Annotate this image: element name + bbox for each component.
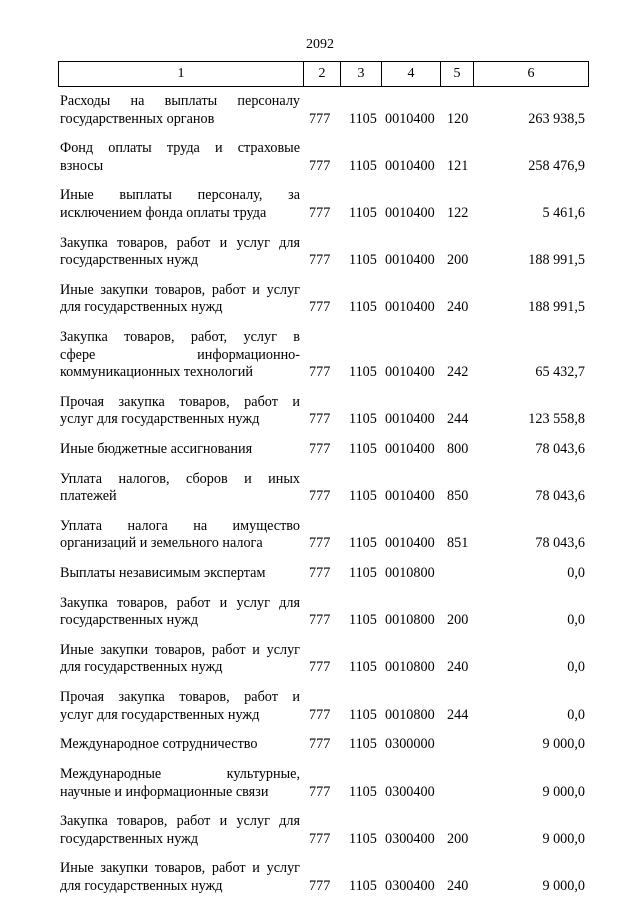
section-code: 1105 [349, 565, 377, 581]
row-description [60, 689, 300, 724]
row-description [60, 235, 300, 270]
expense-type-code: 240 [447, 877, 469, 894]
row-description [60, 642, 300, 677]
table-row [0, 282, 640, 317]
target-article-code: 0010800 [385, 565, 435, 581]
column-header-table [58, 61, 589, 87]
column-header-2: 2 [304, 62, 341, 87]
expense-type-code: 200 [447, 830, 469, 847]
table-row [0, 766, 640, 801]
row-description [60, 187, 300, 222]
table-row [0, 860, 640, 895]
expense-type-code: 120 [447, 110, 469, 127]
target-article-code: 0010400 [385, 157, 435, 174]
expense-type-code: 200 [447, 252, 469, 269]
row-description [60, 766, 300, 801]
table-row [0, 595, 640, 630]
table-row [0, 689, 640, 724]
description-line: платежей [60, 488, 117, 505]
row-description [60, 93, 300, 128]
description-line: Фонд оплаты труда и страховые [60, 140, 300, 157]
table-row [0, 471, 640, 506]
description-line: Иные закупки товаров, работ и услуг [60, 860, 300, 877]
row-description [60, 394, 300, 429]
expense-type-code: 240 [447, 659, 469, 676]
amount-value: 0,0 [567, 659, 585, 676]
expense-type-code: 244 [447, 706, 469, 723]
description-line: научные и информационные связи [60, 783, 269, 800]
description-line: для государственных нужд [60, 877, 223, 894]
amount-value: 0,0 [567, 612, 585, 629]
ministry-code: 777 [309, 877, 331, 894]
row-description [60, 282, 300, 317]
row-description [60, 813, 300, 848]
section-code: 1105 [349, 299, 377, 316]
target-article-code: 0010800 [385, 706, 435, 723]
ministry-code: 777 [309, 252, 331, 269]
target-article-code: 0010400 [385, 488, 435, 505]
description-line: государственных нужд [60, 830, 199, 847]
description-line: Международные культурные, [60, 766, 300, 782]
description-line: услуг для государственных нужд [60, 706, 260, 723]
column-header-5: 5 [441, 62, 474, 87]
expense-type-code: 244 [447, 411, 469, 428]
target-article-code: 0010800 [385, 659, 435, 676]
section-code: 1105 [349, 204, 377, 221]
description-line: Закупка товаров, работ и услуг для [60, 594, 300, 611]
description-line: государственных нужд [60, 252, 199, 269]
table-row [0, 565, 640, 583]
section-code: 1105 [349, 411, 377, 428]
target-article-code: 0300400 [385, 877, 435, 894]
expense-type-code: 121 [447, 157, 469, 174]
target-article-code: 0010800 [385, 612, 435, 629]
ministry-code: 777 [309, 110, 331, 127]
section-code: 1105 [349, 706, 377, 723]
section-code: 1105 [349, 252, 377, 269]
amount-value: 9 000,0 [542, 783, 585, 800]
expense-type-code: 851 [447, 535, 469, 552]
table-row [0, 813, 640, 848]
column-header-4: 4 [382, 62, 441, 87]
description-line: услуг для государственных нужд [60, 411, 260, 428]
description-line: Выплаты независимым экспертам [60, 565, 266, 581]
section-code: 1105 [349, 877, 377, 894]
ministry-code: 777 [309, 364, 331, 380]
column-header-6: 6 [474, 62, 589, 87]
table-row [0, 140, 640, 175]
amount-value: 9 000,0 [542, 830, 585, 847]
section-code: 1105 [349, 157, 377, 174]
section-code: 1105 [349, 736, 377, 753]
section-code: 1105 [349, 535, 377, 552]
description-line: государственных нужд [60, 612, 199, 629]
ministry-code: 777 [309, 830, 331, 847]
target-article-code: 0010400 [385, 299, 435, 316]
expense-type-code: 240 [447, 299, 469, 316]
table-row [0, 329, 640, 382]
amount-value: 5 461,6 [542, 204, 585, 221]
amount-value: 123 558,8 [528, 411, 585, 428]
ministry-code: 777 [309, 706, 331, 723]
row-description [60, 565, 300, 583]
row-description [60, 471, 300, 506]
target-article-code: 0010400 [385, 535, 435, 552]
table-row [0, 736, 640, 754]
amount-value: 78 043,6 [535, 535, 585, 552]
description-line: Международное сотрудничество [60, 736, 258, 753]
table-row [0, 642, 640, 677]
description-line: Прочая закупка товаров, работ и [60, 689, 300, 706]
description-line: для государственных нужд [60, 659, 223, 676]
ministry-code: 777 [309, 488, 331, 505]
amount-value: 9 000,0 [542, 877, 585, 894]
expense-type-code: 242 [447, 364, 469, 380]
table-row [0, 441, 640, 459]
amount-value: 263 938,5 [528, 110, 585, 127]
description-line: Иные бюджетные ассигнования [60, 440, 253, 457]
row-description [60, 441, 300, 459]
page-number: 2092 [306, 37, 334, 52]
ministry-code: 777 [309, 736, 331, 753]
description-line: Закупка товаров, работ и услуг для [60, 234, 300, 251]
description-line: организаций и земельного налога [60, 535, 263, 552]
description-line: взносы [60, 157, 104, 174]
section-code: 1105 [349, 110, 377, 127]
section-code: 1105 [349, 488, 377, 505]
description-line: Иные закупки товаров, работ и услуг [60, 281, 300, 298]
description-line: исключением фонда оплаты труда [60, 204, 267, 221]
description-line: сфере информационно- [60, 346, 300, 363]
ministry-code: 777 [309, 535, 331, 552]
description-line: для государственных нужд [60, 299, 223, 316]
description-line: Уплата налогов, сборов и иных [60, 470, 300, 487]
amount-value: 188 991,5 [528, 299, 585, 316]
row-description [60, 860, 300, 895]
column-header-row [59, 62, 589, 87]
target-article-code: 0010400 [385, 252, 435, 269]
ministry-code: 777 [309, 659, 331, 676]
target-article-code: 0300000 [385, 736, 435, 753]
ministry-code: 777 [309, 299, 331, 316]
description-line: Закупка товаров, работ, услуг в [60, 329, 300, 345]
ministry-code: 777 [309, 411, 331, 428]
target-article-code: 0010400 [385, 110, 435, 127]
amount-value: 9 000,0 [542, 736, 585, 753]
row-description [60, 329, 300, 382]
description-line: коммуникационных технологий [60, 364, 253, 380]
ministry-code: 777 [309, 565, 331, 581]
target-article-code: 0300400 [385, 783, 435, 800]
row-description [60, 595, 300, 630]
amount-value: 0,0 [567, 565, 585, 581]
amount-value: 258 476,9 [528, 157, 585, 174]
expense-type-code: 200 [447, 612, 469, 629]
ministry-code: 777 [309, 440, 331, 457]
description-line: Прочая закупка товаров, работ и [60, 393, 300, 410]
ministry-code: 777 [309, 612, 331, 629]
row-description [60, 736, 300, 754]
row-description [60, 518, 300, 553]
section-code: 1105 [349, 830, 377, 847]
section-code: 1105 [349, 659, 377, 676]
section-code: 1105 [349, 440, 377, 457]
table-row [0, 93, 640, 128]
expense-type-code: 122 [447, 204, 469, 221]
target-article-code: 0010400 [385, 364, 435, 380]
column-header-1: 1 [59, 62, 304, 87]
column-header-3: 3 [341, 62, 382, 87]
amount-value: 78 043,6 [535, 440, 585, 457]
description-line: Иные закупки товаров, работ и услуг [60, 641, 300, 658]
target-article-code: 0010400 [385, 411, 435, 428]
ministry-code: 777 [309, 204, 331, 221]
expense-type-code: 800 [447, 440, 469, 457]
description-line: Уплата налога на имущество [60, 517, 300, 534]
target-article-code: 0010400 [385, 440, 435, 457]
section-code: 1105 [349, 364, 377, 380]
description-line: Закупка товаров, работ и услуг для [60, 813, 300, 830]
description-line: Иные выплаты персоналу, за [60, 187, 300, 204]
ministry-code: 777 [309, 783, 331, 800]
expense-type-code: 850 [447, 488, 469, 505]
description-line: государственных органов [60, 110, 215, 127]
amount-value: 0,0 [567, 706, 585, 723]
description-line: Расходы на выплаты персоналу [60, 93, 300, 109]
target-article-code: 0010400 [385, 204, 435, 221]
target-article-code: 0300400 [385, 830, 435, 847]
amount-value: 65 432,7 [535, 364, 585, 380]
table-row [0, 394, 640, 429]
row-description [60, 140, 300, 175]
table-row [0, 187, 640, 222]
ministry-code: 777 [309, 157, 331, 174]
amount-value: 78 043,6 [535, 488, 585, 505]
table-row [0, 235, 640, 270]
amount-value: 188 991,5 [528, 252, 585, 269]
table-row [0, 518, 640, 553]
section-code: 1105 [349, 612, 377, 629]
section-code: 1105 [349, 783, 377, 800]
